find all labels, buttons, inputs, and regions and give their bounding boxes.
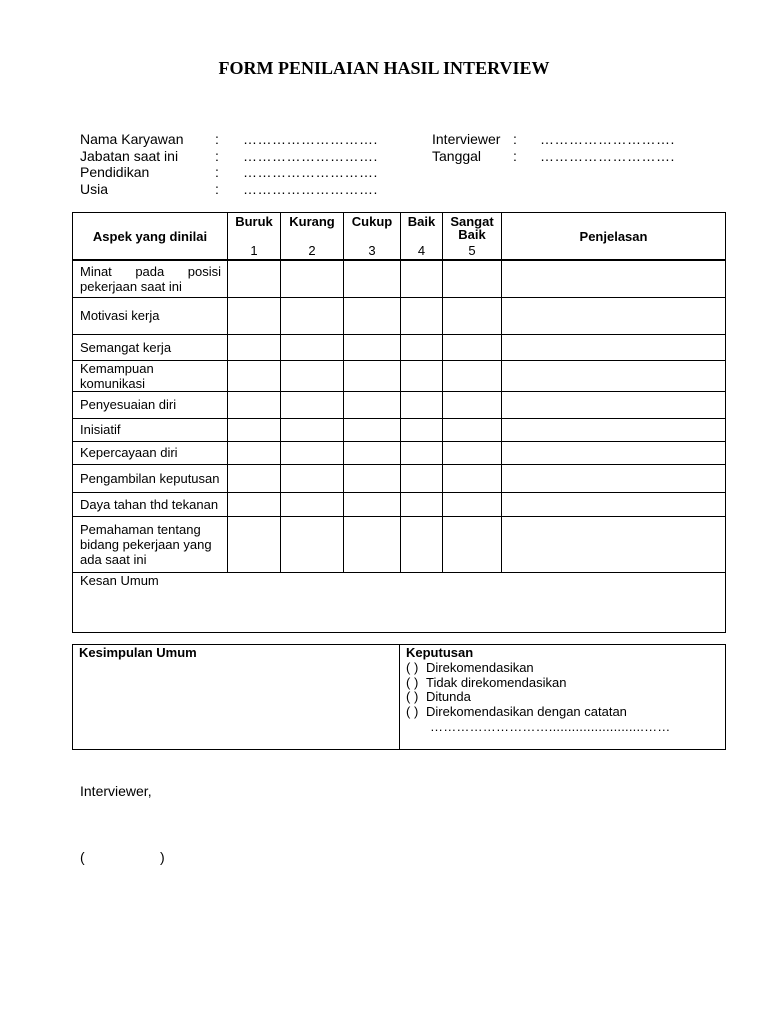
score-cell[interactable]: [401, 260, 443, 297]
option-checkbox[interactable]: ( ): [406, 704, 419, 720]
score-cell[interactable]: [228, 360, 281, 391]
explanation-cell[interactable]: [502, 391, 726, 418]
score-cell[interactable]: [228, 260, 281, 297]
score-cell[interactable]: [228, 391, 281, 418]
aspect-cell: [73, 516, 228, 572]
score-value: 4: [417, 243, 426, 258]
field-blank[interactable]: ……………………….: [243, 147, 378, 164]
score-cell[interactable]: [281, 260, 344, 297]
score-cell[interactable]: [401, 297, 443, 334]
signature-blank[interactable]: [80, 849, 170, 865]
aspect-label: Penyesuaian diri: [80, 397, 177, 412]
score-cell[interactable]: [281, 492, 344, 516]
score-cell[interactable]: [401, 391, 443, 418]
score-cell[interactable]: [228, 334, 281, 360]
field-blank[interactable]: ……………………….: [540, 147, 675, 164]
score-cell[interactable]: [443, 464, 502, 492]
option-checkbox[interactable]: ( ): [406, 659, 419, 675]
explanation-cell[interactable]: [502, 464, 726, 492]
field-blank[interactable]: ……………………….: [243, 180, 378, 197]
score-header-1: [228, 213, 281, 261]
score-cell[interactable]: [443, 418, 502, 441]
aspect-cell: [73, 418, 228, 441]
score-cell[interactable]: [344, 391, 401, 418]
field-label: Jabatan saat ini: [80, 147, 179, 164]
field-colon: :: [215, 147, 219, 164]
score-label: Buruk: [235, 214, 273, 229]
explanation-cell[interactable]: [502, 516, 726, 572]
score-header-2: [281, 213, 344, 261]
signature-close-paren: ): [160, 849, 165, 865]
field-label: Interviewer: [432, 131, 501, 147]
table-row: [73, 492, 726, 516]
score-cell[interactable]: [228, 516, 281, 572]
aspect-cell: [73, 492, 228, 516]
option-label: Direkomendasikan dengan catatan: [426, 704, 627, 720]
score-cell[interactable]: [228, 464, 281, 492]
explanation-cell[interactable]: [502, 418, 726, 441]
score-cell[interactable]: [443, 516, 502, 572]
option-checkbox[interactable]: ( ): [406, 689, 419, 705]
field-blank[interactable]: ……………………….: [243, 164, 378, 180]
aspect-label: Minat pada posisi: [80, 264, 221, 279]
table-row: [73, 260, 726, 297]
option-label: Ditunda: [426, 689, 471, 705]
score-cell[interactable]: [443, 334, 502, 360]
score-cell[interactable]: [281, 516, 344, 572]
score-cell[interactable]: [401, 418, 443, 441]
score-cell[interactable]: [443, 360, 502, 391]
score-cell[interactable]: [228, 441, 281, 464]
score-cell[interactable]: [344, 334, 401, 360]
field-blank[interactable]: ……………………….: [243, 131, 378, 147]
option-direkomendasikan[interactable]: [406, 661, 719, 676]
field-colon: :: [215, 131, 219, 147]
explanation-cell[interactable]: [502, 297, 726, 334]
aspect-cell: [73, 464, 228, 492]
score-header-3: [344, 213, 401, 261]
option-ditunda[interactable]: [406, 690, 719, 705]
explanation-header: Penjelasan: [502, 213, 726, 261]
score-cell[interactable]: [401, 516, 443, 572]
field-label: Pendidikan: [80, 164, 150, 180]
field-label: Nama Karyawan: [80, 131, 184, 147]
score-cell[interactable]: [344, 464, 401, 492]
score-cell[interactable]: [443, 492, 502, 516]
aspect-cell: [73, 441, 228, 464]
field-blank[interactable]: ……………………….: [540, 131, 675, 147]
explanation-cell[interactable]: [502, 260, 726, 297]
aspect-label: Semangat kerja: [80, 339, 172, 355]
score-cell[interactable]: [443, 260, 502, 297]
aspect-label: Daya tahan thd tekanan: [80, 496, 219, 512]
score-cell[interactable]: [443, 441, 502, 464]
score-value: 5: [468, 243, 476, 258]
score-cell[interactable]: [344, 492, 401, 516]
score-value: 3: [368, 243, 376, 258]
score-cell[interactable]: [344, 260, 401, 297]
score-label: Kurang: [289, 214, 335, 229]
aspect-label: Pengambilan keputusan: [80, 470, 220, 486]
explanation-cell[interactable]: [502, 441, 726, 464]
score-cell[interactable]: [281, 441, 344, 464]
table-row: [73, 516, 726, 572]
aspect-header: Aspek yang dinilai: [73, 213, 228, 261]
score-cell[interactable]: [228, 492, 281, 516]
score-value: 2: [308, 243, 316, 258]
field-colon: :: [215, 180, 219, 197]
explanation-cell[interactable]: [502, 360, 726, 391]
aspect-label: Kemampuan komunikasi: [80, 360, 154, 391]
form-title: FORM PENILAIAN HASIL INTERVIEW: [218, 58, 550, 78]
summary-table: [72, 644, 726, 750]
aspect-label: Motivasi kerja: [80, 308, 160, 323]
score-cell[interactable]: [401, 464, 443, 492]
score-cell[interactable]: [344, 360, 401, 391]
kesan-umum-cell[interactable]: [73, 572, 726, 632]
field-colon: :: [215, 164, 219, 180]
keputusan-label: Keputusan: [406, 645, 474, 660]
aspect-cell: [73, 334, 228, 360]
score-cell[interactable]: [281, 391, 344, 418]
score-cell[interactable]: [401, 492, 443, 516]
option-label: Direkomendasikan: [426, 659, 534, 675]
score-cell[interactable]: [281, 334, 344, 360]
score-cell[interactable]: [228, 297, 281, 334]
aspect-label: Inisiatif: [80, 422, 121, 437]
aspect-label-cont: pekerjaan saat ini: [80, 279, 182, 294]
table-row: [73, 360, 726, 391]
catatan-blank[interactable]: ……………………….........................……: [430, 718, 671, 734]
signature-label: Interviewer,: [80, 783, 152, 799]
score-label: Sangat Baik: [450, 214, 494, 242]
explanation-cell[interactable]: [502, 492, 726, 516]
score-cell[interactable]: [344, 418, 401, 441]
aspect-label: Kepercayaan diri: [80, 445, 178, 460]
score-cell[interactable]: [344, 441, 401, 464]
score-cell[interactable]: [281, 360, 344, 391]
aspect-label: Pemahaman tentang bidang pekerjaan yang ada saat ini: [80, 521, 212, 567]
kesan-umum-label: Kesan Umum: [80, 572, 159, 588]
table-row: [73, 441, 726, 464]
aspect-cell: [73, 260, 228, 297]
score-header-5: [443, 213, 502, 261]
table-header-row: [73, 213, 726, 261]
score-cell[interactable]: [443, 297, 502, 334]
score-cell[interactable]: [401, 334, 443, 360]
field-label: Tanggal: [432, 147, 482, 164]
field-label: Usia: [80, 180, 109, 197]
kesimpulan-umum-label: Kesimpulan Umum: [79, 645, 197, 660]
kesan-umum-row: [73, 572, 726, 632]
table-row: [73, 334, 726, 360]
score-cell[interactable]: [401, 360, 443, 391]
score-cell[interactable]: [281, 297, 344, 334]
explanation-cell[interactable]: [502, 334, 726, 360]
score-cell[interactable]: [344, 516, 401, 572]
score-label: Baik: [407, 214, 436, 229]
assessment-table: [72, 212, 726, 633]
score-value: 1: [250, 243, 258, 258]
table-row: [73, 391, 726, 418]
option-tidak-direkomendasikan[interactable]: [406, 676, 719, 691]
option-direkomendasikan-catatan[interactable]: [406, 705, 719, 720]
score-cell[interactable]: [401, 441, 443, 464]
kesimpulan-umum-cell[interactable]: [73, 645, 400, 750]
keputusan-cell: [400, 645, 726, 750]
table-row: [73, 464, 726, 492]
score-header-4: [401, 213, 443, 261]
table-row: [73, 418, 726, 441]
score-label: Cukup: [351, 214, 393, 229]
signature-open-paren: (: [80, 849, 85, 865]
field-colon: :: [513, 147, 517, 164]
score-cell[interactable]: [281, 464, 344, 492]
option-label: Tidak direkomendasikan: [426, 674, 567, 690]
aspect-cell: [73, 297, 228, 334]
aspect-cell: [73, 360, 228, 391]
score-cell[interactable]: [281, 418, 344, 441]
aspect-cell: [73, 391, 228, 418]
score-cell[interactable]: [228, 418, 281, 441]
score-cell[interactable]: [443, 391, 502, 418]
field-colon: :: [513, 131, 517, 147]
score-cell[interactable]: [344, 297, 401, 334]
option-checkbox[interactable]: ( ): [406, 674, 419, 690]
table-row: [73, 297, 726, 334]
